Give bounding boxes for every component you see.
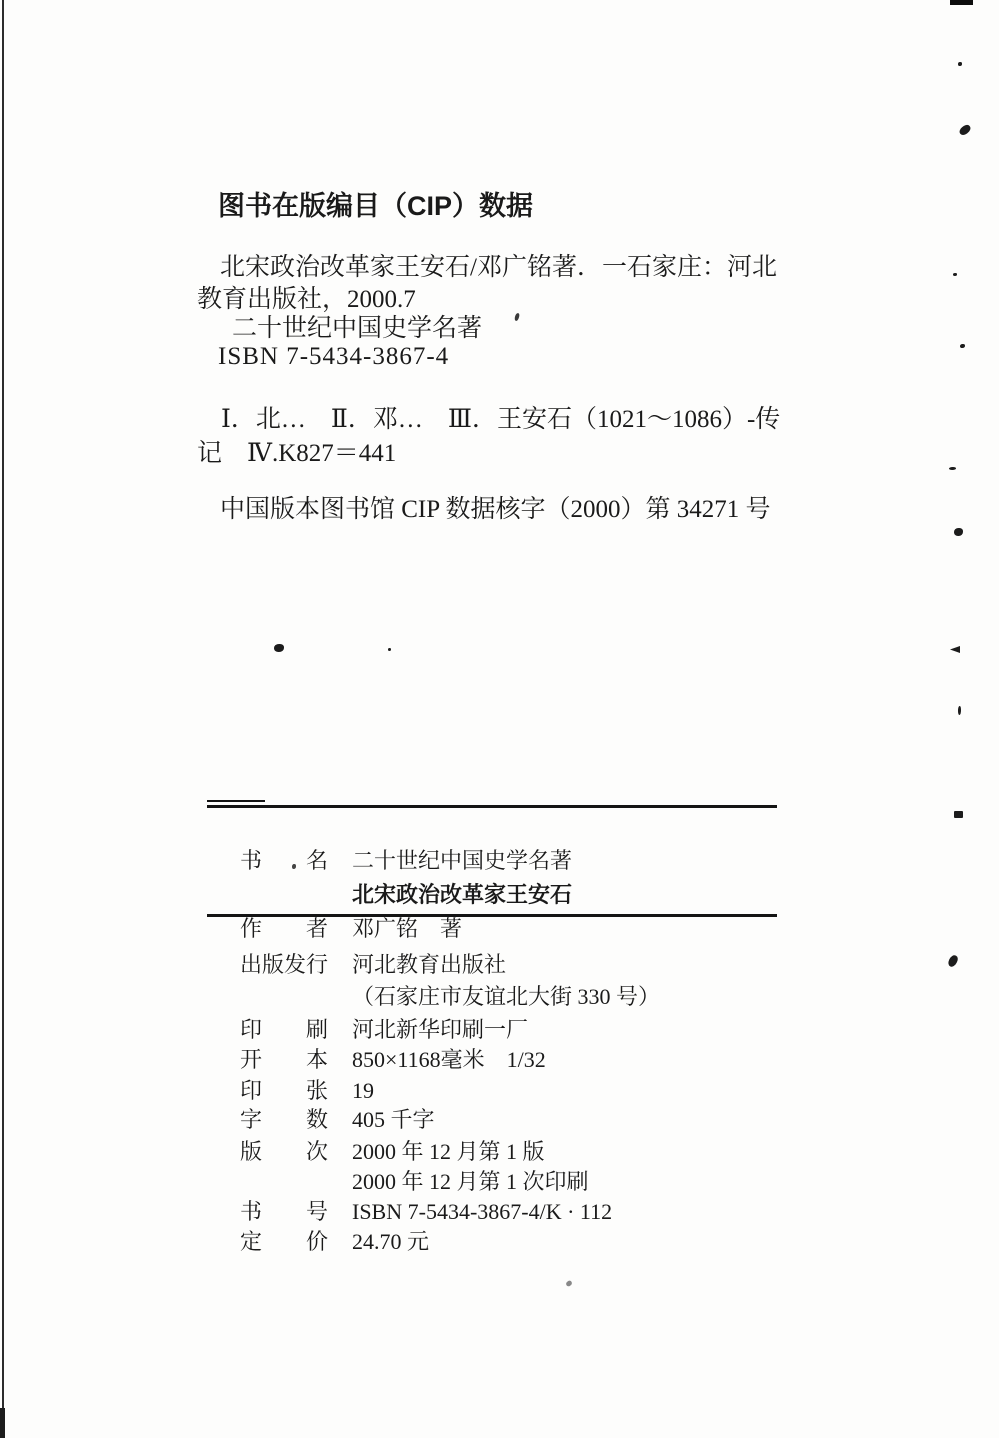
colophon-value: 2000 年 12 月第 1 次印刷 [352,1169,589,1194]
colophon-value-book-title: 北宋政治改革家王安石 [352,882,573,907]
colophon-value: 河北教育出版社 [352,952,507,977]
colophon-value: 24.70 元 [352,1229,430,1254]
colophon-label: 书 号 [240,1199,329,1224]
scan-speck [514,313,520,322]
colophon-label: 作 者 [240,916,329,941]
colophon-value: 2000 年 12 月第 1 版 [352,1139,545,1164]
scan-edge-left [2,0,4,1438]
colophon-row-book-series [218,822,573,873]
scan-speck [947,954,959,968]
colophon-row-publisher-address [218,958,661,1009]
cip-classification-line1: Ⅰ．北… Ⅱ．邓… Ⅲ．王安石（1021～1086）-传 [221,406,781,433]
colophon-value: 850×1168毫米 1/32 [352,1047,546,1072]
divider-top [207,805,777,808]
colophon-label: 出版发行 [240,952,329,977]
colophon-label: 版 次 [240,1139,329,1164]
scan-edge-left-bottom [0,1408,5,1438]
colophon-value: ISBN 7-5434-3867-4/K · 112 [352,1199,613,1224]
colophon-row-edition [218,1113,545,1164]
scan-speck [954,528,963,536]
colophon-row-book-number [218,1173,613,1224]
colophon-label: 书 名 [240,848,329,873]
scan-speck [565,1280,573,1287]
colophon-label: 印 刷 [240,1017,329,1042]
colophon-row-sheets [218,1052,374,1103]
cip-classification-line2: 记 Ⅳ.K827＝441 [197,440,397,467]
scan-speck [950,646,960,653]
colophon-row-price [218,1203,430,1254]
colophon-value: 19 [352,1078,374,1103]
colophon-row-format [218,1021,546,1072]
colophon-value: （石家庄市友谊北大街 330 号） [352,984,661,1009]
scan-speck [960,344,965,348]
cip-header: 图书在版编目（CIP）数据 [218,191,534,221]
colophon-value: 河北新华印刷一厂 [352,1017,529,1042]
cip-description-line1: 北宋政治改革家王安石/邓广铭著．一石家庄：河北 [220,254,777,281]
scan-speck [958,62,962,66]
scan-speck [388,648,391,651]
colophon-label: 字 数 [240,1107,329,1132]
cip-registration-line: 中国版本图书馆 CIP 数据核字（2000）第 34271 号 [220,496,771,523]
scan-speck [958,123,972,136]
scan-speck [954,811,963,818]
scan-speck [274,644,284,652]
cip-isbn-line: ISBN 7-5434-3867-4 [218,343,450,370]
scan-speck [953,273,957,276]
colophon-value: 邓广铭 著 [352,916,463,941]
colophon-row-book-title [218,856,573,907]
scan-speck [949,467,956,470]
colophon-label: 印 张 [240,1078,329,1103]
scan-speck [958,706,961,715]
colophon-row-printer [218,991,529,1042]
scan-mark-top-right [950,0,973,5]
colophon-value: 405 千字 [352,1107,435,1132]
colophon-row-printing [218,1143,589,1194]
colophon-row-publisher [218,926,507,977]
colophon-label: 开 本 [240,1047,329,1072]
colophon-label: 定 价 [240,1229,329,1254]
colophon-value: 二十世纪中国史学名著 [352,848,573,873]
colophon-row-wordcount [218,1081,435,1132]
cip-description-line3: 二十世纪中国史学名著 [232,315,483,342]
colophon-row-author [218,890,463,941]
cip-description-line2: 教育出版社，2000.7 [197,286,416,313]
divider-top-dash [207,800,265,802]
